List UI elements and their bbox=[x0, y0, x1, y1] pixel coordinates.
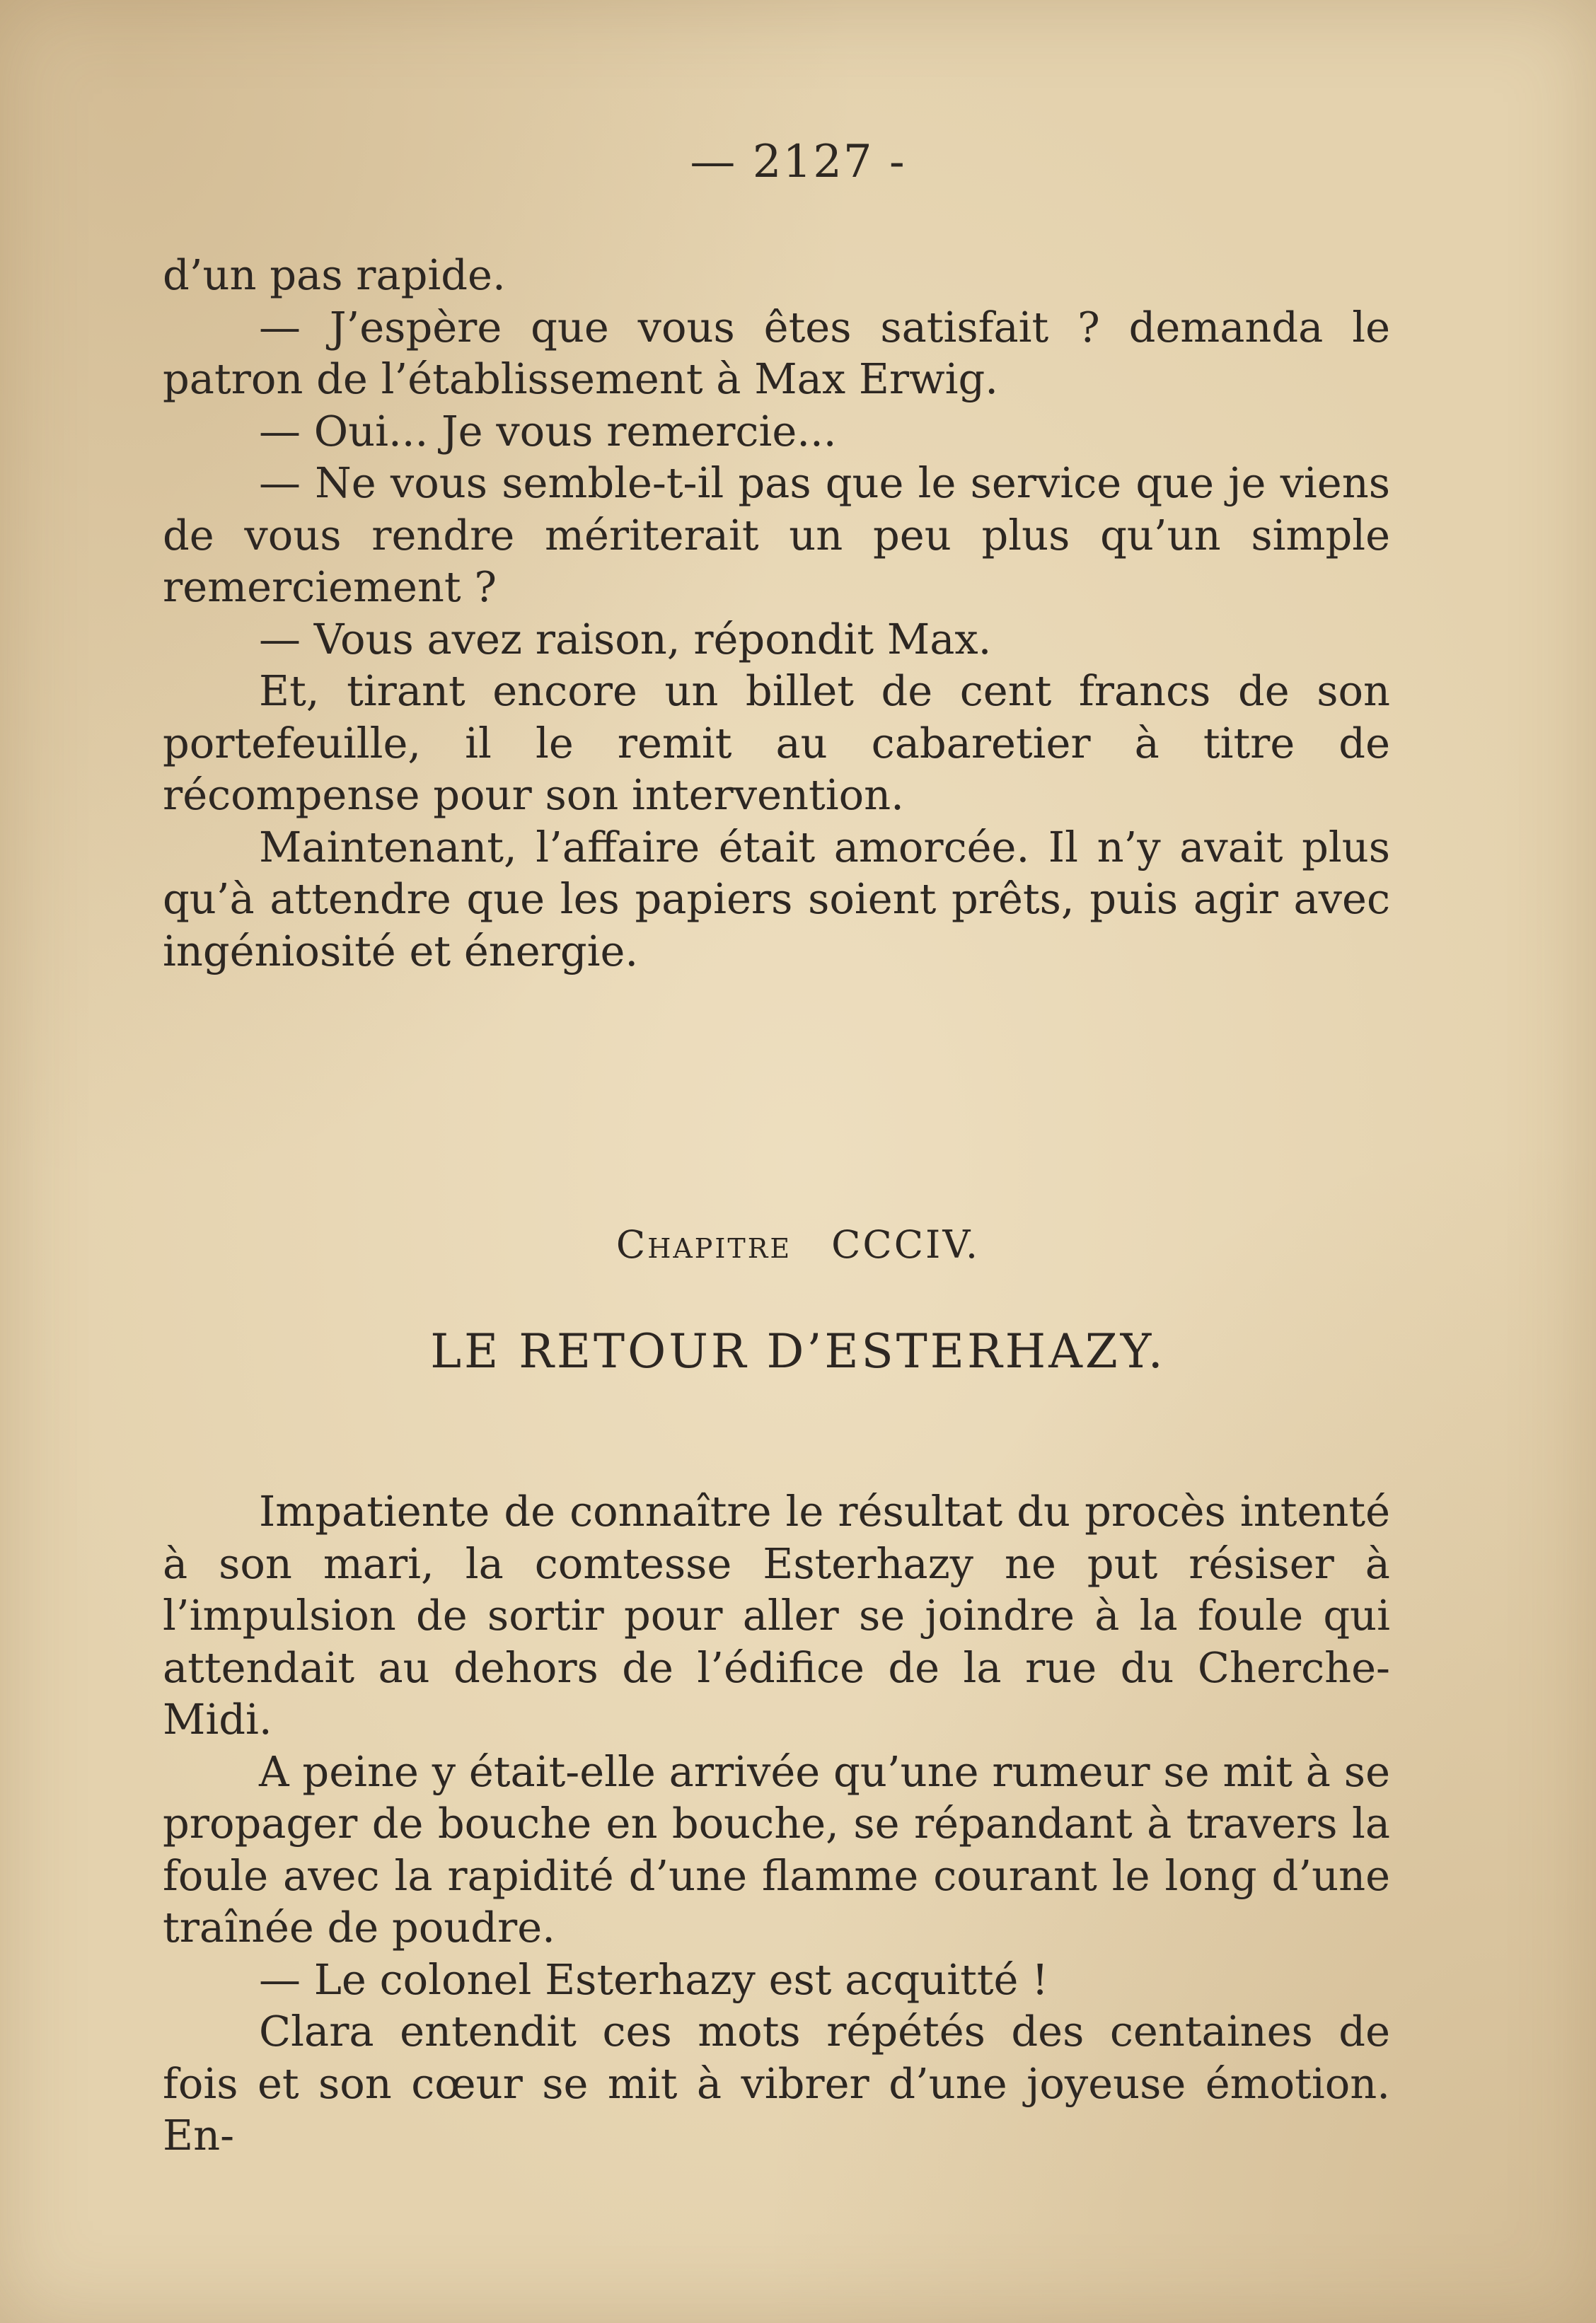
paragraph: d’un pas rapide. bbox=[163, 250, 506, 299]
chapter-heading bbox=[0, 1222, 1596, 1267]
chapter-number: CCCIV. bbox=[831, 1222, 981, 1267]
paragraph: Clara entendit ces mots répétés des centaines de fois et son cœur se mit à vibrer d’une joyeuse émotion. En- bbox=[163, 2007, 1390, 2160]
bottom-text-block bbox=[163, 1485, 1390, 2162]
paragraph: — Le colonel Esterhazy est acquitté ! bbox=[259, 1954, 1048, 2004]
top-text-block bbox=[163, 249, 1390, 977]
paragraph: Impatiente de connaître le résultat du procès intenté à son mari, la comtesse Esterhazy ne put résiser à l’impulsion de sortir pour aller se joindre à la foule qui attendait au dehors de l’édifice de la rue du Cherche-Midi. bbox=[163, 1487, 1390, 1744]
paragraph: — Vous avez raison, répondit Max. bbox=[259, 614, 992, 664]
chapter-label: Chapitre bbox=[615, 1222, 792, 1267]
chapter-title: LE RETOUR D’ESTERHAZY. bbox=[430, 1324, 1166, 1379]
paragraph: — J’espère que vous êtes satisfait ? demanda le patron de l’établissement à Max Erwig. bbox=[163, 302, 1390, 403]
paragraph: — Ne vous semble-t-il pas que le service que je viens de vous rendre mériterait un peu plus qu’un simple remerciement ? bbox=[163, 458, 1390, 611]
page-number: — 2127 - bbox=[690, 136, 906, 188]
paragraph: Maintenant, l’affaire était amorcée. Il n’y avait plus qu’à attendre que les papiers soient prêts, puis agir avec ingéniosité et énergie. bbox=[163, 822, 1390, 975]
paragraph: Et, tirant encore un billet de cent francs de son portefeuille, il le remit au cabaretier à titre de récompense pour son intervention. bbox=[163, 666, 1390, 819]
paragraph: — Oui... Je vous remercie... bbox=[259, 406, 837, 456]
paragraph: A peine y était-elle arrivée qu’une rumeur se mit à se propager de bouche en bouche, se répandant à travers la foule avec la rapidité d’une flamme courant le long d’une traînée de poudre. bbox=[163, 1746, 1390, 1952]
